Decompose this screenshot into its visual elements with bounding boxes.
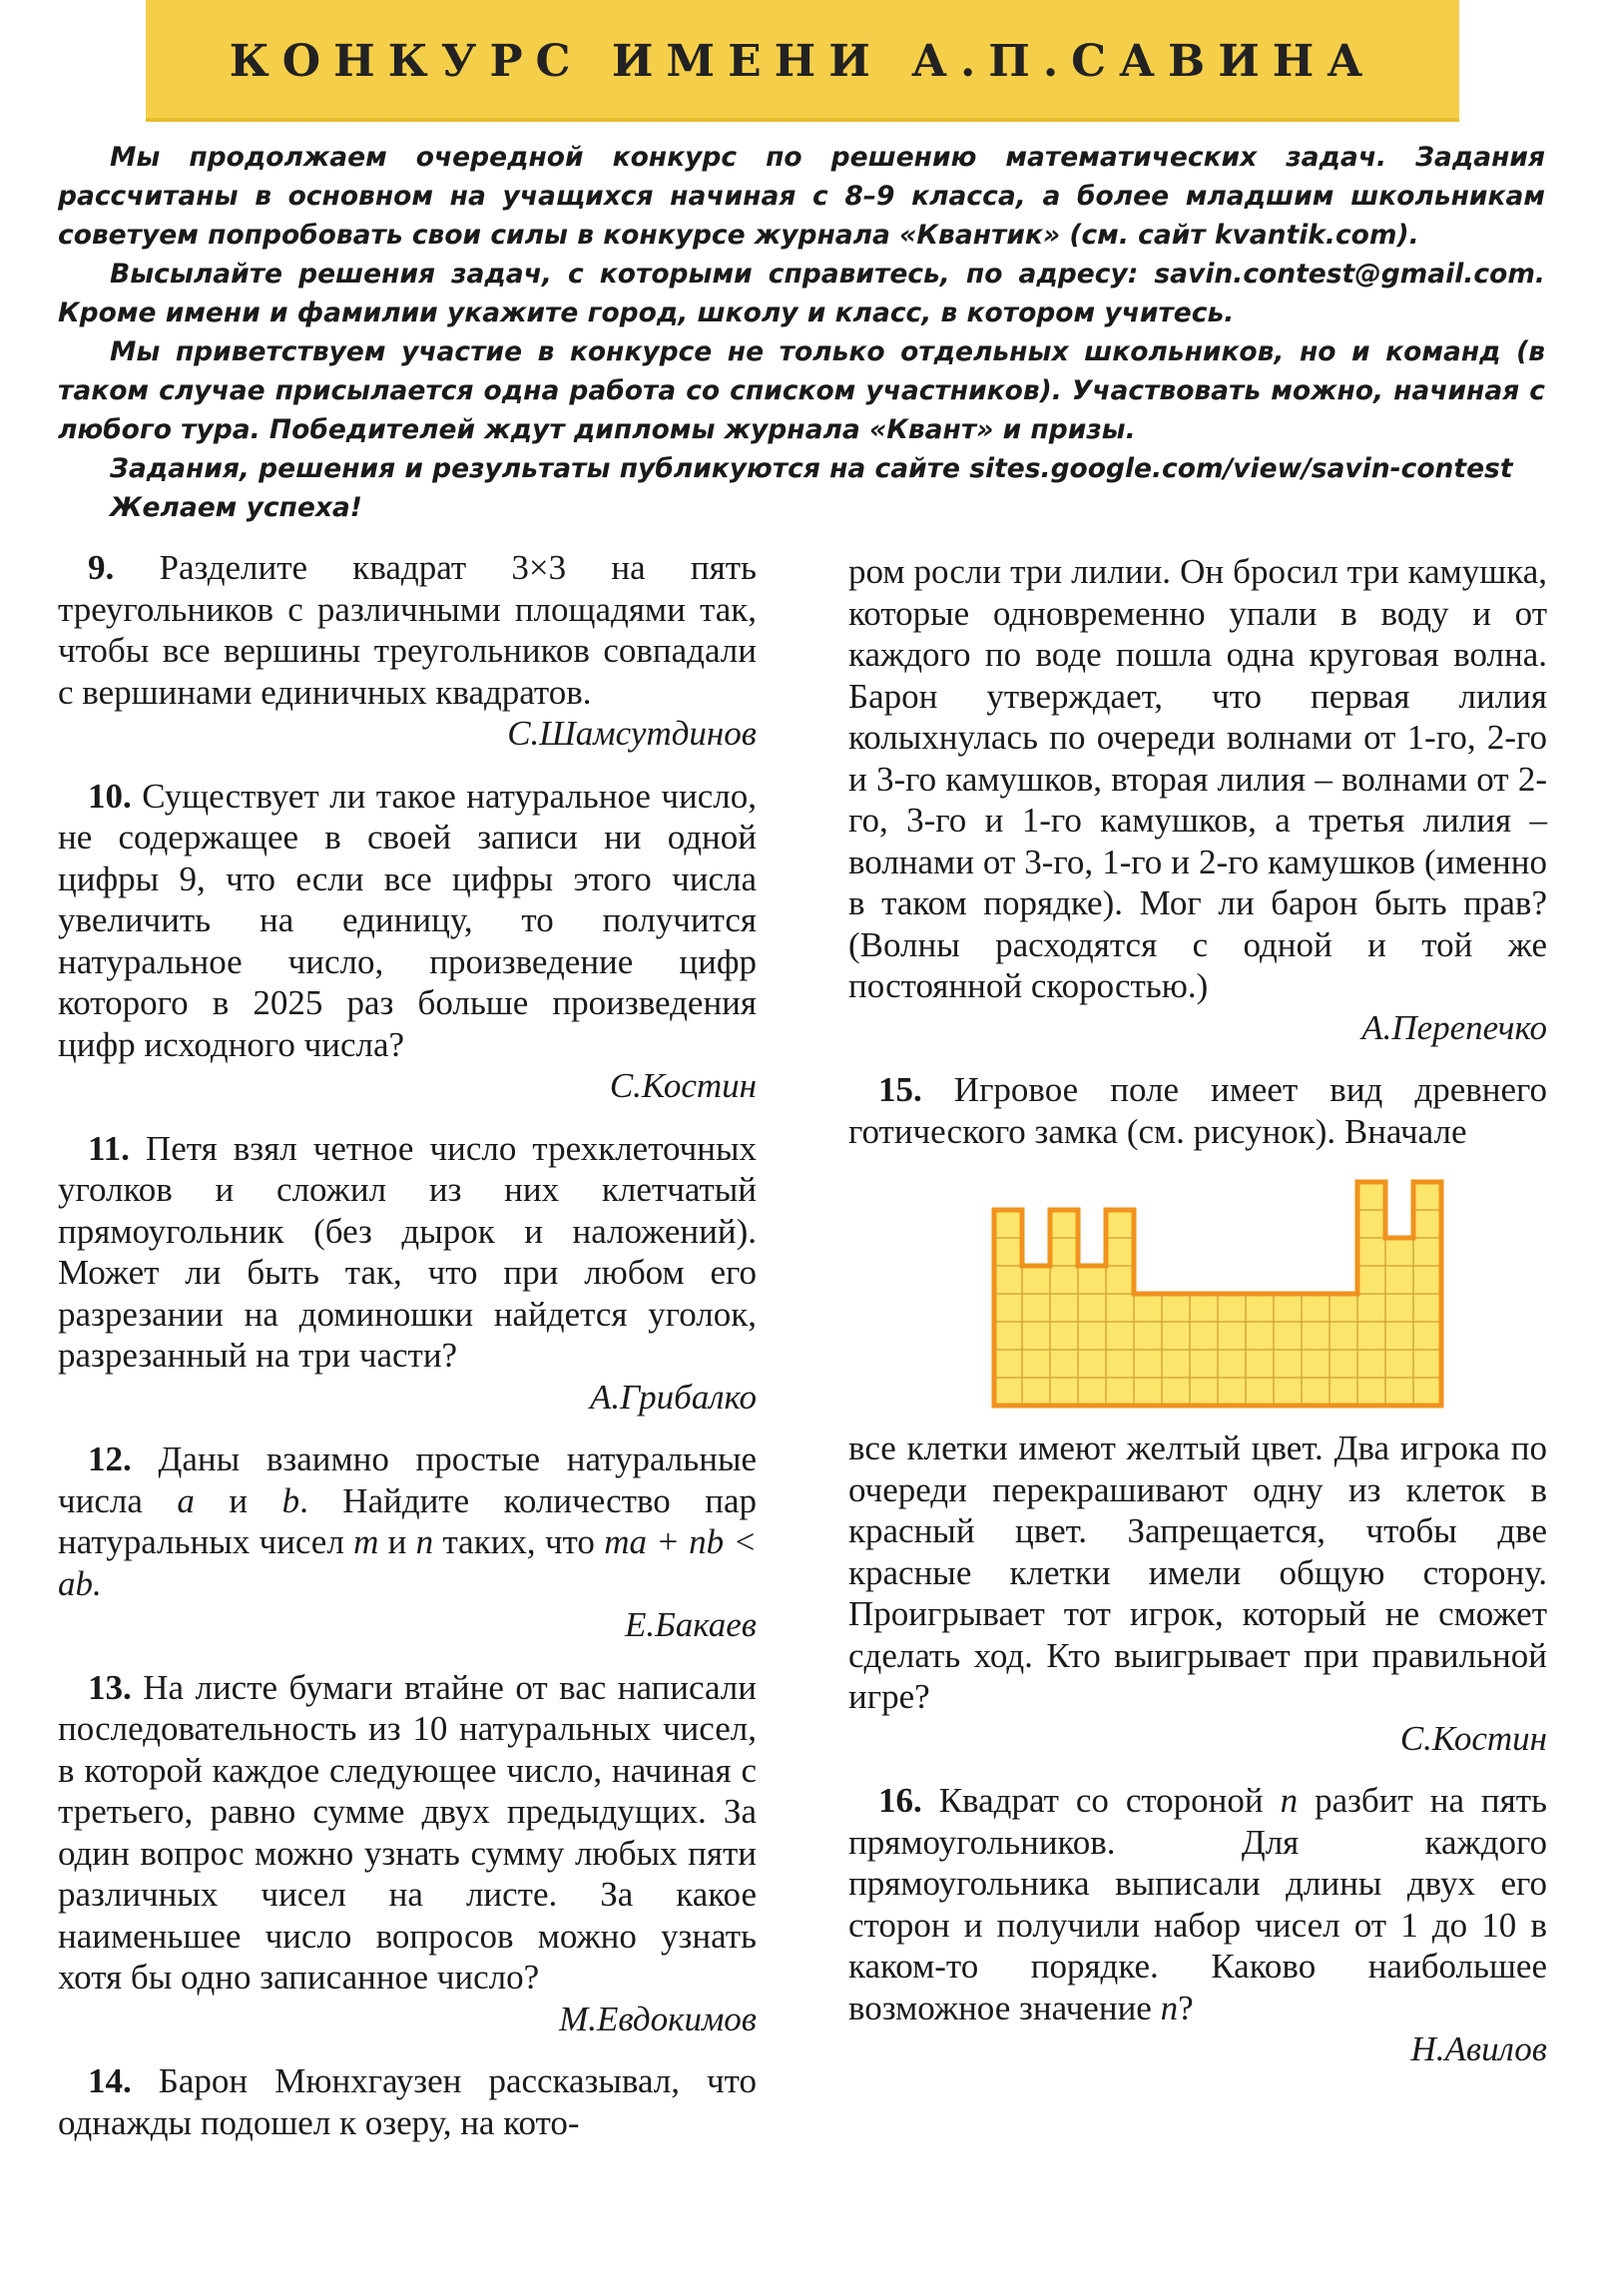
intro-paragraph: Высылайте решения задач, с которыми справитесь, по адресу: savin.contest@gmail.com. Кроме имени и фамилии укажите город, школу и класс, в котором учитесь. [58,259,1545,328]
problem-author: М.Евдокимов [559,1999,757,2038]
math-variable: n [1280,1781,1299,1820]
problem-11 [58,1128,757,1419]
problem-text: разбит на пять прямоугольников. Для каждого прямоугольника выписали длины двух его сторон и получили набор чисел от 1 до 10 в каком-то порядке. Каково наибольшее возможное значение [848,1781,1548,2027]
problem-text: Игровое поле имеет вид древнего готического замка (см. рисунок). Вначале [848,1070,1548,1151]
problem-10 [58,776,757,1107]
problem-author: А.Перепечко [1361,1007,1547,1047]
problem-number: 10. [88,776,132,816]
problem-number: 13. [88,1667,132,1707]
problem-text: ? [1178,1988,1194,2027]
problem-text: . Найдите количество пар натуральных чисел [58,1480,758,1561]
problem-number: 16. [878,1781,922,1820]
problem-12 [58,1438,757,1646]
problem-text: и [229,1480,249,1520]
intro-paragraph: Задания, решения и результаты публикуются на сайте sites.google.com/view/savin-contest [110,453,1513,484]
problem-number: 11. [88,1128,130,1168]
right-column [848,551,1547,2091]
problem-text: Квадрат со стороной [938,1781,1264,1820]
left-column [58,547,757,2164]
math-formula: ma + nb < ab. [58,1522,758,1603]
problem-13 [58,1667,757,2040]
problem-text: таких, что [442,1522,595,1561]
problem-text: Разделите квадрат 3×3 на пять треугольников с различными площадями так, чтобы все вершины треугольников совпадали с вершинами единичных квадратов. [58,548,757,712]
problem-text: Петя взял четное число трехклеточных уголков и сложил из них клетчатый прямоугольник (без дырок и наложений). Может ли быть так, что при любом его разрезании на доминошки найдется уголок, разрезанный на три части? [58,1128,757,1375]
intro-paragraph: Желаем успеха! [110,492,362,523]
problem-author: С.Костин [1399,1718,1547,1758]
problem-text: На листе бумаги втайне от вас написали последовательность из 10 натуральных чисел, в которой каждое следующее число, начиная с третьего, равно сумме двух предыдущих. За один вопрос можно узнать сумму любых пяти различных чисел на листе. За какое наименьшее число вопросов можно узнать хотя бы одно записанное число? [58,1667,758,1997]
problem-text: и [387,1522,407,1561]
header-banner [146,0,1459,122]
problem-author: Н.Авилов [1410,2029,1547,2068]
problem-text: Существует ли такое натуральное число, не содержащее в своей записи ни одной цифры 9, что если все цифры этого числа увеличить на единицу, то получится натуральное число, произведение цифр которого в 2025 раз больше произведения цифр исходного числа? [58,776,757,1064]
problem-author: С.Костин [609,1066,757,1105]
problem-number: 15. [878,1070,922,1109]
problem-author: А.Грибалко [590,1377,757,1417]
problem-text: ром росли три лилии. Он бросил три камушка, которые одновременно упали в воду и от каждого по воде пошла одна круговая волна. Барон утверждает, что первая лилия колыхнулась по очереди волнами от 1-го, 2-го и 3-го камушков, вторая лилия – волнами от 2-го, 3-го и 1-го камушков, а третья лилия – волнами от 3-го, 1-го и 2-го камушков (именно в таком порядке). Мог ли барон быть прав? (Волны расходятся с одной и той же постоянной скоростью.) [848,552,1547,1005]
intro-section [58,138,1545,527]
intro-paragraph: Мы продолжаем очередной конкурс по решению математических задач. Задания рассчитаны в основном на учащихся начиная с 8–9 класса, а более младшим школьникам советуем попробовать свои силы в конкурсе журнала «Квантик» (см. сайт kvantik.com). [58,142,1545,251]
problem-15 [848,1069,1547,1759]
math-variable: n [415,1522,434,1561]
math-variable: a [177,1480,195,1520]
math-variable: m [353,1522,379,1561]
castle-grid-figure [986,1174,1449,1414]
problem-16 [848,1780,1547,2070]
problem-author: С.Шамсутдинов [507,714,757,753]
problem-14-start [58,2060,757,2143]
problem-text: Даны взаимно простые натуральные числа [58,1439,757,1520]
problem-author: Е.Бакаев [624,1605,757,1644]
castle-figure-wrap [848,1174,1547,1414]
intro-paragraph: Мы приветствуем участие в конкурсе не только отдельных школьников, но и команд (в таком случае присылается одна работа со списком участников). Участвовать можно, начиная с любого тура. Победителей ждут дипломы журнала «Квант» и призы. [58,336,1545,445]
math-variable: n [1160,1988,1179,2027]
problem-text: Барон Мюнхгаузен рассказывал, что однажды подошел к озеру, на кото- [58,2061,757,2142]
problem-text: все клетки имеют желтый цвет. Два игрока по очереди перекрашивают одну из клеток в красный цвет. Запрещается, чтобы две красные клетки имели общую сторону. Проигрывает тот игрок, который не сможет сделать ход. Кто выигрывает при правильной игре? [848,1429,1547,1716]
math-variable: b [281,1480,300,1520]
contest-title: КОНКУРС ИМЕНИ А.П.САВИНА [229,35,1376,87]
problem-14-continued [848,551,1547,1048]
problem-number: 12. [88,1439,132,1478]
problem-number: 14. [88,2061,132,2100]
problem-number: 9. [88,548,115,587]
problem-9 [58,547,757,755]
